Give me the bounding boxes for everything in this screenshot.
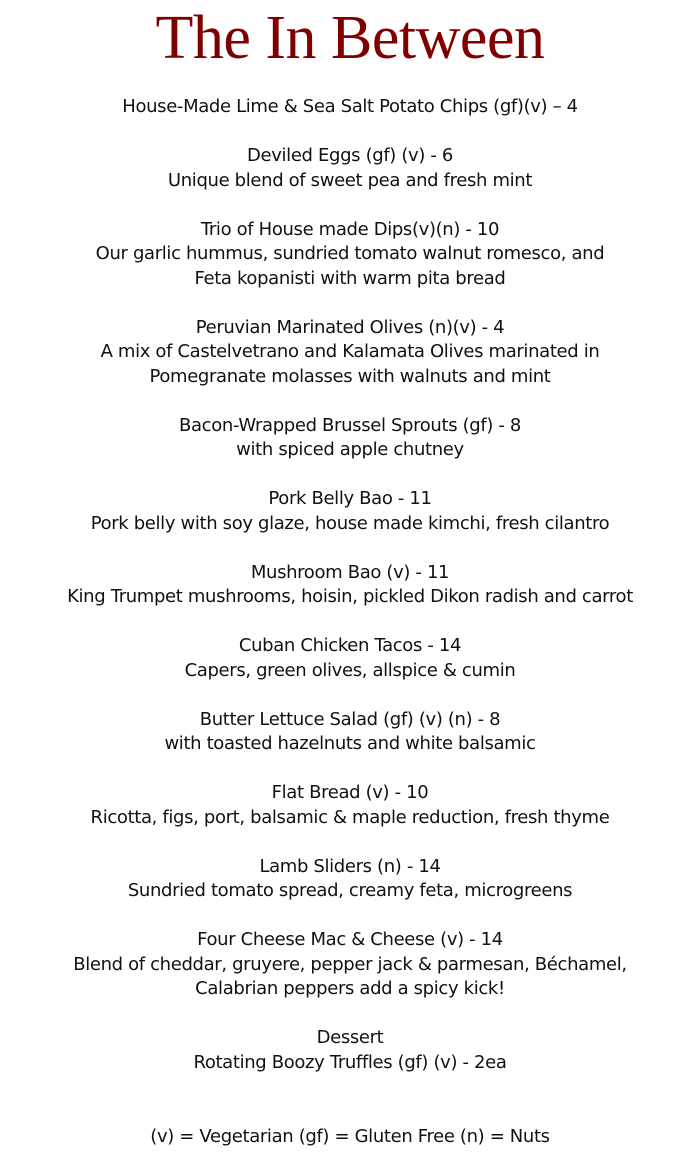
menu-item xyxy=(0,218,700,292)
menu-item xyxy=(0,144,700,193)
menu-item xyxy=(0,95,700,120)
menu-item-name: Trio of House made Dips(v)(n) - 10 xyxy=(200,218,500,240)
menu-item-name: Pork Belly Bao - 11 xyxy=(268,488,432,509)
menu-item-description: Feta kopanisti with warm pita bread xyxy=(194,267,506,289)
menu-item-name: Lamb Sliders (n) - 14 xyxy=(259,855,441,877)
menu-item-name: Bacon-Wrapped Brussel Sprouts (gf) - 8 xyxy=(179,414,521,436)
menu-item-name: Mushroom Bao (v) - 11 xyxy=(250,561,450,583)
menu-list xyxy=(0,95,700,1100)
menu-item-description: Ricotta, figs, port, balsamic & maple reduction, fresh thyme xyxy=(90,806,610,828)
menu-item xyxy=(0,634,700,683)
menu-item-description: with spiced apple chutney xyxy=(236,439,464,460)
menu-item-description: Capers, green olives, allspice & cumin xyxy=(184,659,516,681)
menu-item-name: Cuban Chicken Tacos - 14 xyxy=(238,635,462,656)
menu-item-name: House-Made Lime & Sea Salt Potato Chips (gf)(v) – 4 xyxy=(122,96,578,117)
menu-item-description: King Trumpet mushrooms, hoisin, pickled Dikon radish and carrot xyxy=(67,586,633,607)
dessert-item: Rotating Boozy Truffles (gf) (v) - 2ea xyxy=(193,1051,507,1073)
menu-title: The In Between xyxy=(155,4,545,72)
menu-item xyxy=(0,928,700,1002)
menu-item-description: Pomegranate molasses with walnuts and mint xyxy=(149,365,551,387)
menu-item xyxy=(0,561,700,610)
menu-item-description: A mix of Castelvetrano and Kalamata Olives marinated in xyxy=(100,341,600,362)
menu-item-description: Calabrian peppers add a spicy kick! xyxy=(195,978,505,999)
menu-item-name: Butter Lettuce Salad (gf) (v) (n) - 8 xyxy=(199,708,501,730)
menu-item-description: Sundried tomato spread, creamy feta, microgreens xyxy=(127,880,573,901)
menu-item-name: Deviled Eggs (gf) (v) - 6 xyxy=(246,145,453,166)
menu-item-description: Unique blend of sweet pea and fresh mint xyxy=(167,169,533,191)
menu-item-description: with toasted hazelnuts and white balsamic xyxy=(164,733,536,754)
menu-item-name: Peruvian Marinated Olives (n)(v) - 4 xyxy=(195,316,505,338)
dessert-section xyxy=(0,1026,700,1075)
menu-item xyxy=(0,487,700,536)
dessert-heading: Dessert xyxy=(316,1027,384,1048)
menu-item xyxy=(0,855,700,904)
dietary-legend: (v) = Vegetarian (gf) = Gluten Free (n) = Nuts xyxy=(150,1126,550,1147)
menu-item-description: Pork belly with soy glaze, house made kimchi, fresh cilantro xyxy=(90,512,610,534)
menu-item xyxy=(0,781,700,830)
menu-item-description: Blend of cheddar, gruyere, pepper jack & parmesan, Béchamel, xyxy=(73,953,627,975)
menu-item xyxy=(0,708,700,757)
menu-item xyxy=(0,316,700,390)
menu-item-name: Four Cheese Mac & Cheese (v) - 14 xyxy=(197,929,503,950)
menu-item xyxy=(0,414,700,463)
menu-item-name: Flat Bread (v) - 10 xyxy=(271,782,429,803)
menu-item-description: Our garlic hummus, sundried tomato walnut romesco, and xyxy=(95,243,605,264)
